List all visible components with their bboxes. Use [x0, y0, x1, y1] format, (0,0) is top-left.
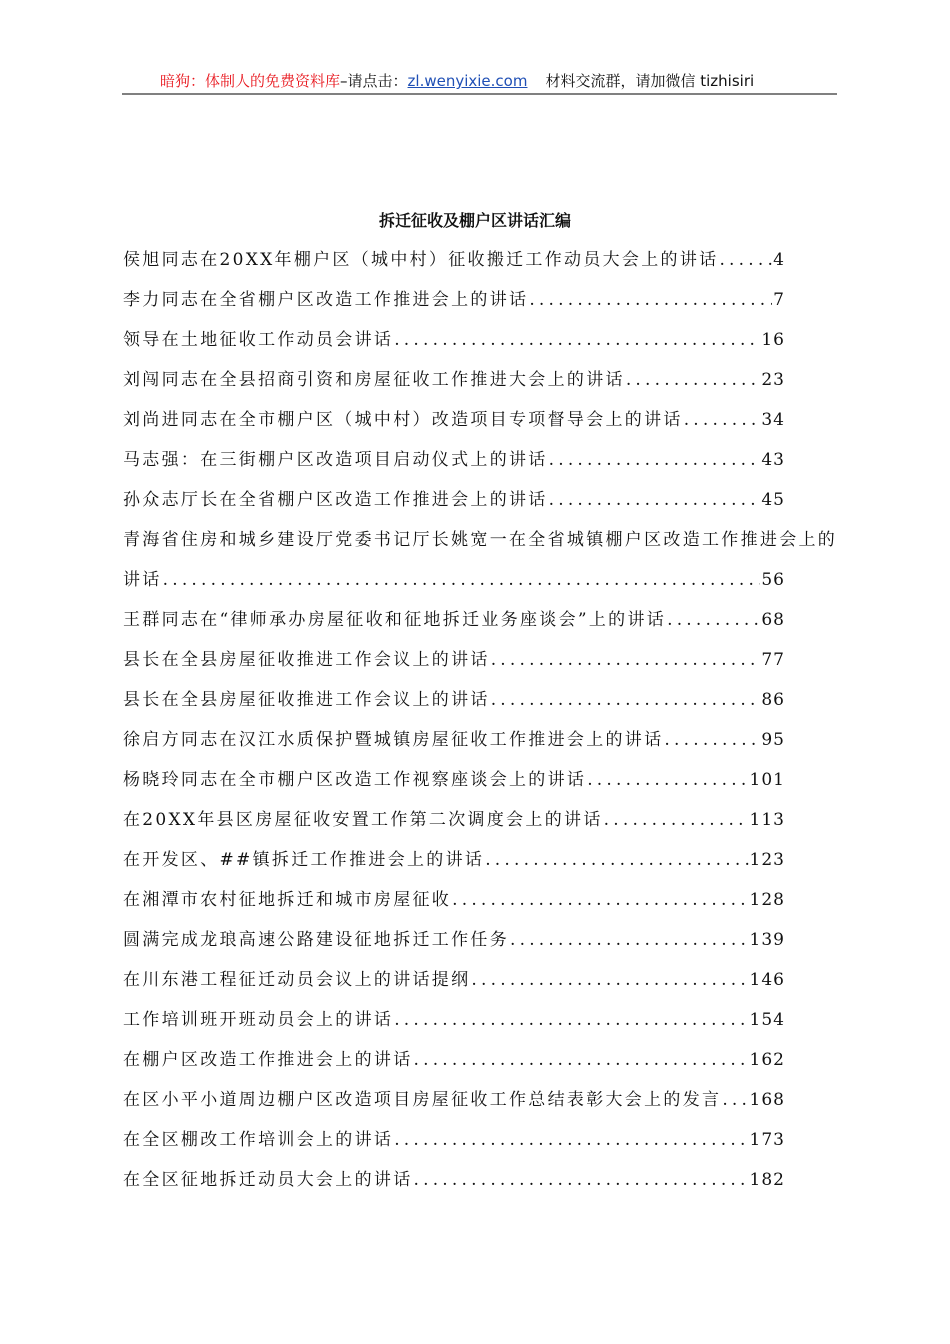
toc-entry-title: 李力同志在全省棚户区改造工作推进会上的讲话 — [123, 290, 529, 310]
toc-entry[interactable] — [123, 688, 785, 728]
toc-entry-page: 128 — [749, 890, 785, 910]
dot-leader — [163, 568, 761, 592]
toc-entry-page: 23 — [761, 370, 785, 390]
toc-entry-title: 工作培训班开班动员会上的讲话 — [123, 1010, 394, 1030]
toc-entry-page: 139 — [749, 930, 785, 950]
toc-entry[interactable] — [123, 1008, 785, 1048]
toc-entry[interactable] — [123, 608, 785, 648]
dot-leader — [452, 888, 748, 912]
toc-entry[interactable] — [123, 1048, 785, 1088]
header-contact: 材料交流群，请加微信 tizhisiri — [545, 72, 755, 90]
toc-entry-title: 在湘潭市农村征地拆迁和城市房屋征收 — [123, 890, 452, 910]
toc-entry[interactable] — [123, 968, 785, 1008]
toc-entry[interactable] — [123, 568, 785, 608]
header-prompt: –请点击： — [340, 72, 408, 90]
toc-entry-title: 讲话 — [123, 570, 162, 590]
dot-leader — [587, 768, 748, 792]
toc-entry[interactable] — [123, 728, 785, 768]
toc-entry[interactable] — [123, 648, 785, 688]
toc-entry-title: 在开发区、##镇拆迁工作推进会上的讲话 — [123, 850, 485, 870]
dot-leader — [626, 368, 761, 392]
header-link[interactable]: zl.wenyixie.com — [407, 72, 528, 90]
dot-leader — [414, 1048, 749, 1072]
toc-entry[interactable] — [123, 1088, 785, 1128]
dot-leader — [394, 1128, 748, 1152]
toc-entry-page: 86 — [761, 690, 785, 710]
toc-entry-title: 县长在全县房屋征收推进工作会议上的讲话 — [123, 690, 490, 710]
dot-leader — [549, 488, 761, 512]
dot-leader — [667, 608, 760, 632]
toc-entry-title: 县长在全县房屋征收推进工作会议上的讲话 — [123, 650, 490, 670]
toc-entry-title: 圆满完成龙琅高速公路建设征地拆迁工作任务 — [123, 930, 509, 950]
toc-entry-page: 123 — [749, 850, 785, 870]
toc-entry-page: 45 — [761, 490, 785, 510]
toc-entry-title: 在全区征地拆迁动员大会上的讲话 — [123, 1170, 413, 1190]
toc-entry[interactable] — [123, 808, 785, 848]
toc-entry-title: 刘闯同志在全县招商引资和房屋征收工作推进大会上的讲话 — [123, 370, 625, 390]
dot-leader — [491, 648, 761, 672]
dot-leader — [722, 1088, 748, 1112]
toc-entry-page: 168 — [749, 1090, 785, 1110]
toc-entry-title: 徐启方同志在汉江水质保护暨城镇房屋征收工作推进会上的讲话 — [123, 730, 664, 750]
toc-entry[interactable] — [123, 768, 785, 808]
toc-entry-page: 56 — [761, 570, 785, 590]
toc-entry[interactable] — [123, 368, 785, 408]
dot-leader — [510, 928, 749, 952]
toc-entry-page: 113 — [749, 810, 785, 830]
document-title: 拆迁征收及棚户区讲话汇编 — [378, 211, 571, 230]
header-brand: 暗狗：体制人的免费资料库 — [160, 72, 341, 90]
toc-entry[interactable] — [123, 408, 785, 448]
toc-entry-page: 154 — [749, 1010, 785, 1030]
toc-entry-page: 77 — [761, 650, 785, 670]
toc-entry[interactable] — [123, 888, 785, 928]
toc-entry-title: 王群同志在“律师承办房屋征收和征地拆迁业务座谈会”上的讲话 — [123, 610, 667, 630]
toc-entry-title: 杨晓玲同志在全市棚户区改造工作视察座谈会上的讲话 — [123, 770, 587, 790]
toc-entry[interactable] — [123, 448, 785, 488]
toc-entry[interactable] — [123, 488, 785, 528]
toc-entry-page: 162 — [749, 1050, 785, 1070]
dot-leader — [394, 328, 760, 352]
dot-leader — [394, 1008, 748, 1032]
dot-leader — [604, 808, 749, 832]
dot-leader — [414, 1168, 749, 1192]
toc-entry-title: 在区小平小道周边棚户区改造项目房屋征收工作总结表彰大会上的发言 — [123, 1090, 722, 1110]
dot-leader — [549, 448, 761, 472]
dot-leader — [664, 728, 760, 752]
toc-entry[interactable] — [123, 248, 785, 288]
toc-entry-title: 孙众志厅长在全省棚户区改造工作推进会上的讲话 — [123, 490, 548, 510]
page-header — [122, 70, 837, 95]
toc-entry[interactable] — [123, 328, 785, 368]
toc-entry-title: 在20XX年县区房屋征收安置工作第二次调度会上的讲话 — [123, 810, 603, 830]
toc-entry-page: 101 — [749, 770, 785, 790]
dot-leader — [529, 288, 772, 312]
toc-entry[interactable] — [123, 848, 785, 888]
toc-entry[interactable] — [123, 1168, 785, 1208]
toc-entry-title: 刘尚进同志在全市棚户区（城中村）改造项目专项督导会上的讲话 — [123, 410, 683, 430]
dot-leader — [485, 848, 748, 872]
toc-entry-title: 在川东港工程征迁动员会议上的讲话提纲 — [123, 970, 471, 990]
toc-entry-page: 34 — [761, 410, 785, 430]
toc-entry-title: 在棚户区改造工作推进会上的讲话 — [123, 1050, 413, 1070]
toc-entry[interactable] — [123, 928, 785, 968]
toc-entry-title: 侯旭同志在20XX年棚户区（城中村）征收搬迁工作动员大会上的讲话 — [123, 250, 719, 270]
dot-leader — [471, 968, 748, 992]
toc-entry-title: 马志强：在三街棚户区改造项目启动仪式上的讲话 — [123, 450, 548, 470]
toc-entry-page: 16 — [761, 330, 785, 350]
toc-entry-page: 4 — [773, 250, 785, 270]
dot-leader — [491, 688, 761, 712]
toc-entry-page: 173 — [749, 1130, 785, 1150]
dot-leader — [684, 408, 761, 432]
toc-entry-page: 182 — [749, 1170, 785, 1190]
toc-entry-title: 在全区棚改工作培训会上的讲话 — [123, 1130, 394, 1150]
table-of-contents — [123, 248, 838, 1208]
toc-entry-title: 领导在土地征收工作动员会讲话 — [123, 330, 394, 350]
toc-entry-page: 7 — [773, 290, 785, 310]
toc-entry-page: 43 — [761, 450, 785, 470]
toc-entry[interactable] — [123, 1128, 785, 1168]
dot-leader — [719, 248, 772, 272]
toc-entry[interactable] — [123, 288, 785, 328]
toc-entry-page: 146 — [749, 970, 785, 990]
toc-entry-page: 68 — [761, 610, 785, 630]
toc-entry-page: 95 — [761, 730, 785, 750]
toc-entry-title-line[interactable]: 青海省住房和城乡建设厅党委书记厅长姚宽一在全省城镇棚户区改造工作推进会上的 — [123, 530, 838, 550]
